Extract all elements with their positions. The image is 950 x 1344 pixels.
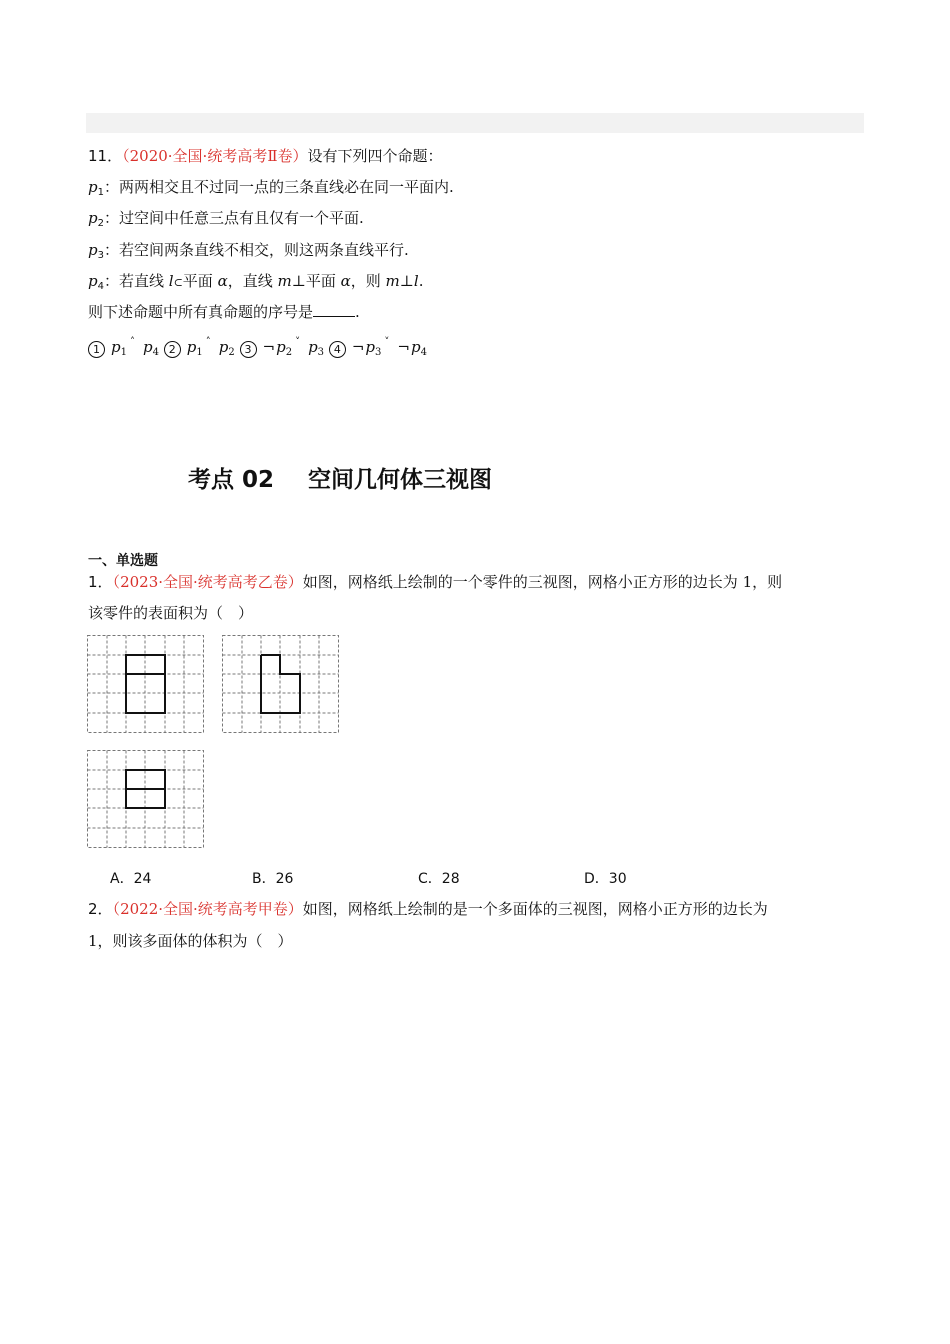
front-view-grid (88, 636, 204, 733)
three-view-figure (80, 628, 350, 858)
option-a: A．24 (110, 871, 152, 887)
q11-ask: 则下述命题中所有真命题的序号是 . (88, 303, 360, 321)
option-4-marker: 4 (329, 341, 346, 358)
answer-blank (313, 302, 355, 317)
side-view-outline (261, 655, 300, 713)
option-3-marker: 3 (240, 341, 257, 358)
section-title: 考点 02 (188, 467, 275, 493)
q11-p4: $p_4$：若直线 l⊂平面 α，直线 m⊥平面 α，则 m⊥l. (88, 272, 424, 292)
option-c: C．28 (418, 871, 460, 887)
q11-p2: $p_2$：过空间中任意三点有且仅有一个平面. (88, 209, 364, 229)
option-d: D．30 (584, 871, 627, 887)
q11-source: 2020·全国·统考高考Ⅱ卷 (129, 147, 293, 165)
header-band (86, 113, 864, 133)
side-view-grid (223, 636, 339, 733)
option-1-marker: 1 (88, 341, 105, 358)
q11-p3: $p_3$：若空间两条直线不相交，则这两条直线平行. (88, 241, 409, 261)
q2-stem-line2: 1，则该多面体的体积为（ ） (88, 932, 293, 950)
section-subtitle: 空间几何体三视图 (308, 467, 492, 493)
option-2-marker: 2 (164, 341, 181, 358)
top-view-grid (88, 751, 204, 848)
option-b: B．26 (252, 871, 294, 887)
q2-source: 2022·全国·统考高考甲卷 (120, 900, 288, 918)
front-view-outline (126, 655, 165, 713)
q11-options: 1 $p_1^˄$ $p_4$ 2 $p_1^˄$ $p_2$ 3 $\neg p_2^˅$ $p_3$ 4 $\neg p_3^˅$ $\neg p_4$ (88, 337, 427, 360)
q1-stem-line2: 该零件的表面积为（ ） (88, 604, 254, 622)
part-heading: 一、单选题 (88, 553, 158, 569)
q11-stem: 11．（2020·全国·统考高考Ⅱ卷）设有下列四个命题： (88, 147, 443, 165)
q1-source: 2023·全国·统考高考乙卷 (120, 573, 288, 591)
q11-p1: $p_1$：两两相交且不过同一点的三条直线必在同一平面内. (88, 178, 454, 198)
q2-stem-line1: 2．（2022·全国·统考高考甲卷）如图，网格纸上绘制的是一个多面体的三视图，网格小正方形的边长为 (88, 900, 768, 918)
q1-stem-line1: 1．（2023·全国·统考高考乙卷）如图，网格纸上绘制的一个零件的三视图，网格小正方形的边长为 1，则 (88, 573, 783, 591)
